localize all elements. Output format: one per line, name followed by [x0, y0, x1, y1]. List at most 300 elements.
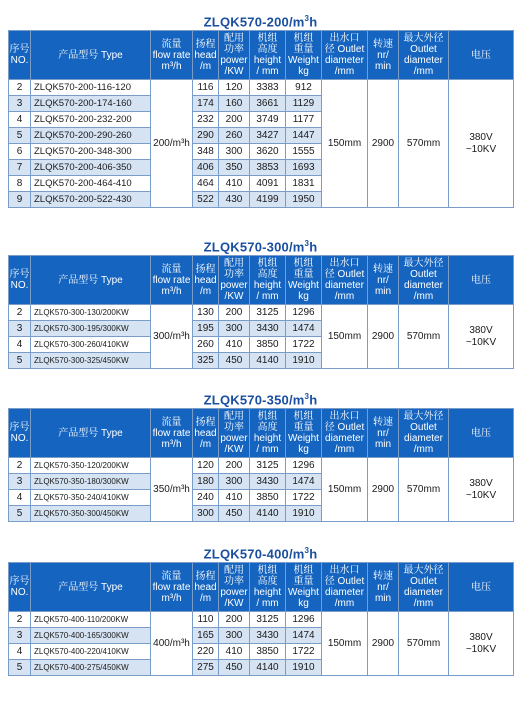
header-text-line: 配用 [224, 565, 244, 576]
header-text-line: 序号 [9, 576, 30, 587]
cell-no: 4 [9, 112, 31, 128]
cell-height: 3749 [250, 112, 286, 128]
header-text-line: 流量 [161, 263, 182, 275]
section-title-text: ZLQK570-400/m [203, 546, 305, 562]
header-text-line: 序号 [9, 44, 30, 55]
header-text-line: NO. [10, 280, 29, 291]
cell-weight: 1296 [286, 458, 322, 474]
cell-model: ZLQK570-400-110/200KW [31, 612, 151, 628]
cell-outlet: 150mm [322, 612, 368, 676]
header-text-line: /KW [224, 444, 244, 455]
cell-head: 325 [193, 353, 219, 369]
header-text-line: 转速 [373, 263, 393, 275]
header-outlet [322, 31, 368, 80]
header-text-line: 扬程 [195, 263, 216, 275]
header-text-line: 高度 [257, 269, 278, 280]
header-outlet [322, 409, 368, 458]
cell-weight: 1831 [286, 176, 322, 192]
header-text-line: 序号 [9, 422, 30, 433]
cell-head: 220 [193, 644, 219, 660]
cell-power: 200 [219, 612, 250, 628]
cell-model: ZLQK570-350-180/300KW [31, 474, 151, 490]
header-text-line: diameter [325, 280, 364, 291]
cell-weight: 1693 [286, 160, 322, 176]
header-text-line: 功率 [224, 44, 244, 55]
header-diameter [399, 409, 449, 458]
cell-speed: 2900 [368, 305, 399, 369]
cell-voltage [449, 458, 514, 522]
cell-flow-rate: 200/m³h [151, 80, 193, 208]
header-power [219, 563, 250, 612]
header-text-line: min [374, 285, 392, 297]
header-text-line: 重量 [293, 269, 314, 280]
header-text-line: /m [199, 285, 212, 297]
spec-table [8, 562, 514, 676]
spec-table [8, 30, 514, 208]
table-row [9, 305, 514, 321]
header-text-line: min [374, 592, 392, 604]
header-text-line: /m [199, 438, 212, 450]
cell-no: 5 [9, 353, 31, 369]
cell-voltage [449, 305, 514, 369]
cell-head: 180 [193, 474, 219, 490]
header-text-line: 扬程 [195, 570, 216, 582]
cell-height: 3427 [250, 128, 286, 144]
header-weight [286, 256, 322, 305]
cell-model: ZLQK570-200-348-300 [31, 144, 151, 160]
cell-diameter: 570mm [399, 305, 449, 369]
spec-table [8, 255, 514, 369]
cell-weight: 1722 [286, 644, 322, 660]
header-text-line: /mm [413, 598, 434, 609]
cell-diameter: 570mm [399, 458, 449, 522]
header-text-line: kg [298, 291, 309, 302]
section-title-tail: h [309, 239, 318, 255]
header-outlet [322, 563, 368, 612]
cell-power: 300 [219, 628, 250, 644]
header-head [193, 256, 219, 305]
header-text-line: height [253, 280, 282, 291]
cell-voltage [449, 80, 514, 208]
cell-outlet: 150mm [322, 305, 368, 369]
cell-head: 116 [193, 80, 219, 96]
header-text-line: diameter [404, 55, 443, 66]
header-text-line: 最大外径 [403, 565, 444, 576]
header-text-line: kg [298, 444, 309, 455]
cell-no: 6 [9, 144, 31, 160]
header-text-line: 出水口 [329, 565, 360, 576]
cell-model: ZLQK570-400-220/410KW [31, 644, 151, 660]
header-text-line: diameter [325, 587, 364, 598]
cell-head: 110 [193, 612, 219, 628]
cell-weight: 1177 [286, 112, 322, 128]
header-text-line: flow rate [152, 274, 191, 286]
header-text-line: 高度 [257, 44, 278, 55]
cell-power: 120 [219, 80, 250, 96]
header-weight [286, 563, 322, 612]
header-text-line: 功率 [224, 422, 244, 433]
cell-power: 410 [219, 337, 250, 353]
header-text-line: 出水口 [329, 411, 360, 422]
header-text-line: /KW [224, 66, 244, 77]
section-title-text: ZLQK570-300/m [203, 239, 305, 255]
header-voltage: 电压 [449, 31, 514, 80]
header-text-line: Weight [288, 280, 319, 291]
cell-flow-rate: 350/m³h [151, 458, 193, 522]
cell-head: 300 [193, 506, 219, 522]
cell-head: 240 [193, 490, 219, 506]
header-row [9, 409, 514, 458]
cell-head: 165 [193, 628, 219, 644]
cell-power: 300 [219, 474, 250, 490]
section-title-superscript: 3 [304, 392, 310, 401]
header-text-line: power [220, 587, 248, 598]
cell-no: 5 [9, 128, 31, 144]
header-text-line: 最大外径 [403, 258, 444, 269]
header-text-line: 配用 [224, 33, 244, 44]
header-text-line: 流量 [161, 570, 182, 582]
header-speed [368, 409, 399, 458]
table-row [9, 612, 514, 628]
header-text-line: power [220, 55, 248, 66]
cell-power: 410 [219, 490, 250, 506]
cell-weight: 1950 [286, 192, 322, 208]
header-weight [286, 31, 322, 80]
header-text-line: 径 Outlet [324, 576, 365, 587]
cell-no: 4 [9, 490, 31, 506]
cell-power: 350 [219, 160, 250, 176]
header-text-line: 重量 [293, 44, 314, 55]
header-head [193, 563, 219, 612]
cell-flow-rate: 300/m³h [151, 305, 193, 369]
header-text-line: height [253, 587, 282, 598]
header-model: 产品型号 Type [31, 256, 151, 305]
header-text-line: 流量 [161, 38, 182, 50]
header-text-line: / mm [256, 598, 279, 609]
header-text-line: kg [298, 66, 309, 77]
cell-height: 4140 [250, 506, 286, 522]
cell-no: 3 [9, 474, 31, 490]
header-diameter [399, 563, 449, 612]
cell-no: 5 [9, 506, 31, 522]
cell-height: 3430 [250, 321, 286, 337]
header-text-line: m³/h [161, 60, 182, 72]
cell-weight: 1910 [286, 353, 322, 369]
header-text-line: head [194, 49, 217, 61]
header-text-line: head [194, 427, 217, 439]
cell-weight: 1722 [286, 337, 322, 353]
header-text-line: 转速 [373, 570, 393, 582]
header-no [9, 409, 31, 458]
header-text-line: /mm [413, 444, 434, 455]
cell-model: ZLQK570-300-260/410KW [31, 337, 151, 353]
header-text-line: power [220, 433, 248, 444]
header-text-line: 重量 [293, 576, 314, 587]
cell-model: ZLQK570-300-195/300KW [31, 321, 151, 337]
spec-section [8, 386, 513, 522]
voltage-line: ~10KV [465, 143, 497, 155]
cell-head: 406 [193, 160, 219, 176]
header-outlet [322, 256, 368, 305]
header-weight [286, 409, 322, 458]
section-title [8, 8, 513, 30]
cell-power: 200 [219, 458, 250, 474]
header-text-line: Outlet [410, 576, 437, 587]
header-text-line: NO. [10, 433, 29, 444]
header-text-line: 径 Outlet [324, 269, 365, 280]
header-text-line: 流量 [161, 416, 182, 428]
header-model: 产品型号 Type [31, 409, 151, 458]
section-title-text: ZLQK570-200/m [203, 14, 305, 30]
cell-head: 464 [193, 176, 219, 192]
cell-height: 3850 [250, 490, 286, 506]
cell-power: 200 [219, 305, 250, 321]
header-text-line: head [194, 581, 217, 593]
cell-no: 5 [9, 660, 31, 676]
header-text-line: diameter [404, 280, 443, 291]
section-title-superscript: 3 [304, 546, 310, 555]
cell-speed: 2900 [368, 612, 399, 676]
header-text-line: nr/ [377, 49, 389, 61]
cell-head: 275 [193, 660, 219, 676]
voltage-line: ~10KV [465, 336, 497, 348]
cell-head: 290 [193, 128, 219, 144]
cell-power: 450 [219, 506, 250, 522]
cell-no: 4 [9, 644, 31, 660]
header-text-line: / mm [256, 291, 279, 302]
spec-section [8, 540, 513, 676]
header-text-line: nr/ [377, 274, 389, 286]
header-text-line: Weight [288, 433, 319, 444]
header-text-line: 机组 [257, 33, 278, 44]
header-height [250, 31, 286, 80]
voltage-line: 380V [469, 477, 493, 489]
header-text-line: 径 Outlet [324, 422, 365, 433]
voltage-line: 380V [469, 631, 493, 643]
cell-model: ZLQK570-400-165/300KW [31, 628, 151, 644]
cell-model: ZLQK570-200-464-410 [31, 176, 151, 192]
cell-height: 3430 [250, 474, 286, 490]
header-text-line: 高度 [257, 422, 278, 433]
cell-weight: 1474 [286, 474, 322, 490]
section-title-text: ZLQK570-350/m [203, 392, 305, 408]
header-voltage: 电压 [449, 256, 514, 305]
section-title-superscript: 3 [304, 14, 310, 23]
cell-model: ZLQK570-350-240/410KW [31, 490, 151, 506]
cell-outlet: 150mm [322, 458, 368, 522]
header-text-line: 转速 [373, 416, 393, 428]
cell-model: ZLQK570-200-232-200 [31, 112, 151, 128]
header-text-line: /KW [224, 598, 244, 609]
header-text-line: /m [199, 60, 212, 72]
header-text-line: head [194, 274, 217, 286]
header-text-line: /m [199, 592, 212, 604]
header-text-line: 径 Outlet [324, 44, 365, 55]
cell-weight: 1447 [286, 128, 322, 144]
cell-head: 174 [193, 96, 219, 112]
header-flow-rate [151, 31, 193, 80]
header-height [250, 256, 286, 305]
header-text-line: diameter [325, 55, 364, 66]
header-text-line: 配用 [224, 411, 244, 422]
cell-weight: 1474 [286, 628, 322, 644]
cell-head: 120 [193, 458, 219, 474]
section-title-tail: h [309, 546, 318, 562]
header-text-line: 最大外径 [403, 33, 444, 44]
cell-head: 232 [193, 112, 219, 128]
cell-power: 430 [219, 192, 250, 208]
cell-model: ZLQK570-300-325/450KW [31, 353, 151, 369]
header-speed [368, 256, 399, 305]
cell-power: 160 [219, 96, 250, 112]
cell-speed: 2900 [368, 80, 399, 208]
cell-model: ZLQK570-300-130/200KW [31, 305, 151, 321]
header-text-line: m³/h [161, 438, 182, 450]
header-speed [368, 31, 399, 80]
header-text-line: /KW [224, 291, 244, 302]
header-text-line: kg [298, 598, 309, 609]
cell-model: ZLQK570-350-300/450KW [31, 506, 151, 522]
header-text-line: 扬程 [195, 38, 216, 50]
header-text-line: height [253, 433, 282, 444]
header-text-line: /mm [334, 291, 355, 302]
cell-flow-rate: 400/m³h [151, 612, 193, 676]
header-row [9, 31, 514, 80]
voltage-line: ~10KV [465, 489, 497, 501]
spec-section [8, 8, 513, 208]
header-text-line: m³/h [161, 285, 182, 297]
header-no [9, 256, 31, 305]
cell-power: 260 [219, 128, 250, 144]
section-title-superscript: 3 [304, 239, 310, 248]
cell-head: 130 [193, 305, 219, 321]
section-title [8, 233, 513, 255]
header-text-line: 高度 [257, 576, 278, 587]
header-text-line: / mm [256, 66, 279, 77]
header-text-line: /mm [413, 66, 434, 77]
cell-no: 4 [9, 337, 31, 353]
header-text-line: 出水口 [329, 258, 360, 269]
header-text-line: 功率 [224, 576, 244, 587]
cell-diameter: 570mm [399, 612, 449, 676]
cell-height: 4140 [250, 660, 286, 676]
cell-height: 3620 [250, 144, 286, 160]
cell-power: 410 [219, 176, 250, 192]
header-height [250, 409, 286, 458]
header-text-line: 功率 [224, 269, 244, 280]
header-head [193, 31, 219, 80]
cell-no: 3 [9, 321, 31, 337]
header-height [250, 563, 286, 612]
cell-speed: 2900 [368, 458, 399, 522]
cell-head: 260 [193, 337, 219, 353]
header-diameter [399, 31, 449, 80]
header-speed [368, 563, 399, 612]
header-text-line: 机组 [293, 565, 314, 576]
header-row [9, 256, 514, 305]
cell-no: 8 [9, 176, 31, 192]
header-voltage: 电压 [449, 563, 514, 612]
spec-section [8, 233, 513, 369]
cell-model: ZLQK570-200-290-260 [31, 128, 151, 144]
header-text-line: Outlet [410, 422, 437, 433]
cell-power: 300 [219, 144, 250, 160]
header-text-line: 机组 [257, 565, 278, 576]
header-text-line: NO. [10, 55, 29, 66]
header-text-line: 转速 [373, 38, 393, 50]
header-text-line: 机组 [293, 258, 314, 269]
cell-height: 3850 [250, 337, 286, 353]
section-title [8, 540, 513, 562]
table-row [9, 80, 514, 96]
header-text-line: flow rate [152, 427, 191, 439]
cell-weight: 1474 [286, 321, 322, 337]
header-text-line: 机组 [257, 411, 278, 422]
header-text-line: Outlet [410, 269, 437, 280]
header-flow-rate [151, 256, 193, 305]
cell-height: 4199 [250, 192, 286, 208]
header-text-line: nr/ [377, 427, 389, 439]
cell-no: 2 [9, 80, 31, 96]
header-model: 产品型号 Type [31, 563, 151, 612]
cell-no: 9 [9, 192, 31, 208]
header-flow-rate [151, 409, 193, 458]
cell-weight: 1910 [286, 506, 322, 522]
cell-height: 4140 [250, 353, 286, 369]
cell-no: 3 [9, 628, 31, 644]
header-flow-rate [151, 563, 193, 612]
header-power [219, 409, 250, 458]
cell-voltage [449, 612, 514, 676]
header-text-line: nr/ [377, 581, 389, 593]
header-text-line: 序号 [9, 269, 30, 280]
cell-height: 3125 [250, 458, 286, 474]
cell-height: 3661 [250, 96, 286, 112]
header-text-line: flow rate [152, 49, 191, 61]
cell-no: 2 [9, 458, 31, 474]
voltage-line: ~10KV [465, 643, 497, 655]
header-no [9, 31, 31, 80]
header-text-line: m³/h [161, 592, 182, 604]
header-text-line: Weight [288, 587, 319, 598]
header-text-line: height [253, 55, 282, 66]
voltage-line: 380V [469, 131, 493, 143]
cell-no: 2 [9, 612, 31, 628]
cell-weight: 912 [286, 80, 322, 96]
cell-power: 200 [219, 112, 250, 128]
cell-model: ZLQK570-350-120/200KW [31, 458, 151, 474]
header-text-line: 最大外径 [403, 411, 444, 422]
header-text-line: Weight [288, 55, 319, 66]
header-text-line: /mm [334, 66, 355, 77]
cell-power: 450 [219, 660, 250, 676]
header-text-line: power [220, 280, 248, 291]
cell-weight: 1296 [286, 305, 322, 321]
cell-diameter: 570mm [399, 80, 449, 208]
header-diameter [399, 256, 449, 305]
cell-weight: 1296 [286, 612, 322, 628]
header-power [219, 31, 250, 80]
cell-height: 3125 [250, 305, 286, 321]
cell-model: ZLQK570-200-406-350 [31, 160, 151, 176]
header-text-line: 重量 [293, 422, 314, 433]
cell-power: 300 [219, 321, 250, 337]
cell-outlet: 150mm [322, 80, 368, 208]
header-text-line: /mm [413, 291, 434, 302]
cell-power: 410 [219, 644, 250, 660]
cell-height: 3383 [250, 80, 286, 96]
header-text-line: min [374, 438, 392, 450]
